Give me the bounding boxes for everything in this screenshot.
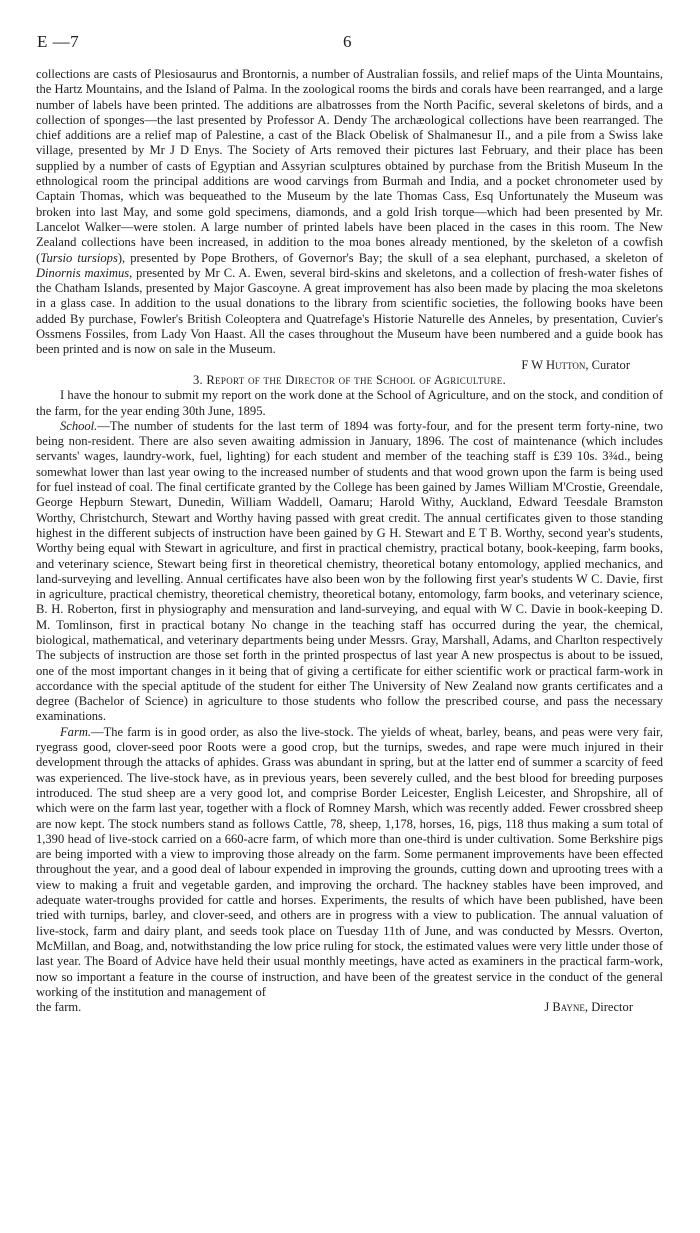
page-number: 6: [343, 32, 352, 51]
school-paragraph: School.—The number of students for the last term of 1894 was forty-four, and for the present term forty-nine, two being non-resident. There are also seven awaiting admission in January, 1896. The cost of maintenance (which includes servants' wages, laundry-work, fuel, lighting) for each student and member of the teaching staff is £39 10s. 3¾d., being somewhat lower than last year owing to the increased number of students and that wood grown upon the farm is being used for fuel instead of coal. The final certificate granted by the College has been gained by James William M'Crostie, Greendale, George Hepburn Stewart, Dunedin, William Waddell, Oamaru; Harold Withy, Auckland, Edward Teesdale Bramston Worthy, Christchurch, Stewart and Worthy having passed with great credit. The annual certificates given to those standing highest in the different subjects of instruction have been gained by G H. Stewart and E T B. Worthy, second year's students, Worthy being equal with Stewart in agriculture, and first in practical chemistry, practical botany, book-keeping, farm books, and veterinary science, Stewart being first in theoretical chemistry, theoretical botany entomology, applied mechanics, and land-surveying and levelling. Annual certificates have also been won by the following first year's students W C. Davie, first in agriculture, practical chemistry, theoretical chemistry, theoretical botany, entomology, farm books, and veterinary science, B. H. Roberton, first in physiography and mensuration and land-surveying, and equal with W C. Davie in book-keeping D. M. Tomlinson, first in practical botany No change in the teaching staff has occurred during the year, the chemical, biological, mathematical, and veterinary departments being under Messrs. Gray, Marshall, Adams, and Charlton respectively The subjects of instruction are those set forth in the printed prospectus of last year A new prospectus is about to be issued, one of the most important changes in it being that of giving a certificate for either scientific work or practical farm-work in accordance with the special aptitude of the student for either The University of New Zealand now grants certificates and a degree (Bachelor of Science) in agriculture to those students who follow the prescribed course, and pass the necessary examinations.: [36, 418, 663, 724]
farm-paragraph: Farm.—The farm is in good order, as also the live-stock. The yields of wheat, barley, beans, and peas were very fair, ryegrass good, clover-seed poor Roots were a good crop, but the turnips, swedes, and rape were much injured in their development through the attacks of aphides. Grass was abundant in spring, but at the latter end of summer a scarcity of feed was experienced. The live-stock have, as in previous years, been severely culled, and the best blood for breeding purposes introduced. The stud sheep are a very good lot, and comprise Border Leicester, English Leicester, and Shropshire, all of which were on the farm last year, together with a flock of Romney Marsh, which was recently added. Fewer crossbred sheep are now kept. The stock numbers stand as follows Cattle, 78, sheep, 1,178, horses, 16, pigs, 118 thus making a sum total of 1,390 head of live-stock carried on a 660-acre farm, of which more than one-third is under cultivation. Some Berkshire pigs are being imported with a view to improving those already on the farm. Some permanent improvements have been effected throughout the year, and a good deal of labour expended in improving the grounds, cutting down and uprooting trees with a view to making a fruit and vegetable garden, and improving the orchard. The hackney stables have been improved, and adequate water-troughs provided for cattle and horses. Experiments, the results of which have been published, have been tried with turnips, barley, and clover-seed, and others are in progress with a view to publication. The annual valuation of live-stock, farm and dairy plant, and seeds took place on Tuesday 11th of June, and was conducted by Messrs. Overton, McMillan, and Boag, and, notwithstanding the low price ruling for stock, the estimated values were very little under those of last year. The Board of Advice have held their usual monthly meetings, have acted as examiners in the practical farm-work, now so important a feature in the course of instruction, and have been of the greatest service in the conduct of the general working of the institution and management of: [36, 724, 663, 999]
farm-paragraph-end: the farm. J Bayne, Director: [36, 1000, 633, 1015]
curator-signature: F W Hutton, Curator: [521, 357, 630, 372]
farm-label: Farm.: [60, 724, 92, 739]
school-label: School.: [60, 418, 98, 433]
species-name: Dinornis maximus: [36, 265, 130, 280]
intro-paragraph: I have the honour to submit my report on the work done at the School of Agriculture, and on the stock, and condition of the farm, for the year ending 30th June, 1895.: [36, 388, 663, 418]
museum-paragraph: collections are casts of Plesiosaurus and Brontornis, a number of Australian fossils, and relief maps of the Uinta Mountains, the Hartz Mountains, and the Island of Palma. In the zoological rooms the birds and corals have been rearranged, and a large number of labels have been printed. The additions are albatrosses from the North Pacific, several skeletons of birds, and a collection of sponges—the last presented by Professor A. Dendy The archæological collections have been rearranged. The chief additions are a relief map of Palestine, a cast of the Black Obelisk of Shalmanesur II., and a pile from a Swiss lake village, presented by Mr J D Enys. The Society of Arts removed their pictures last February, and their place has been supplied by a number of casts of Egyptian and Assyrian sculptures obtained by purchase from the British Museum In the ethnological room the principal additions are wood carvings from Burmah and India, and a pocket chronometer used by Captain Thomas, which was bequeathed to the Museum by the late Thomas Cass, Esq Unfortunately the Museum was broken into last May, and some gold specimens, diamonds, and a gold Irish torque—which had been presented by Mr. Lancelot Walker—were stolen. A large number of printed labels have been placed in the cases in this room. The New Zealand collections have been increased, in addition to the moa bones already mentioned, by the skeleton of a cowfish (Tursio tursiops), presented by Pope Brothers, of Governor's Bay; the skull of a sea elephant, purchased, a skeleton of Dinornis maximus, presented by Mr C. A. Ewen, several bird-skins and skeletons, and a collection of fresh-water fishes of the Chatham Islands, presented by Major Gascoyne. A great improvement has also been made by placing the moa skeletons in a glass case. In addition to the usual donations to the library from scientific societies, the following books have been added By purchase, Fowler's British Coleoptera and Quatrefage's Historie Naturelle des Anneles, by presentation, Cuvier's Ossmens Fossiles, from Lady Von Haast. All the cases throughout the Museum have been numbered and a guide book has been printed and is now on sale in the Museum.: [36, 67, 663, 357]
section-heading: 3. Report of the Director of the School of Agriculture.: [192, 372, 507, 387]
document-reference: E —7: [37, 32, 80, 51]
document-body: [36, 67, 663, 1015]
director-signature: J Bayne, Director: [544, 1000, 633, 1015]
species-name: Tursio tursiops: [40, 250, 118, 265]
